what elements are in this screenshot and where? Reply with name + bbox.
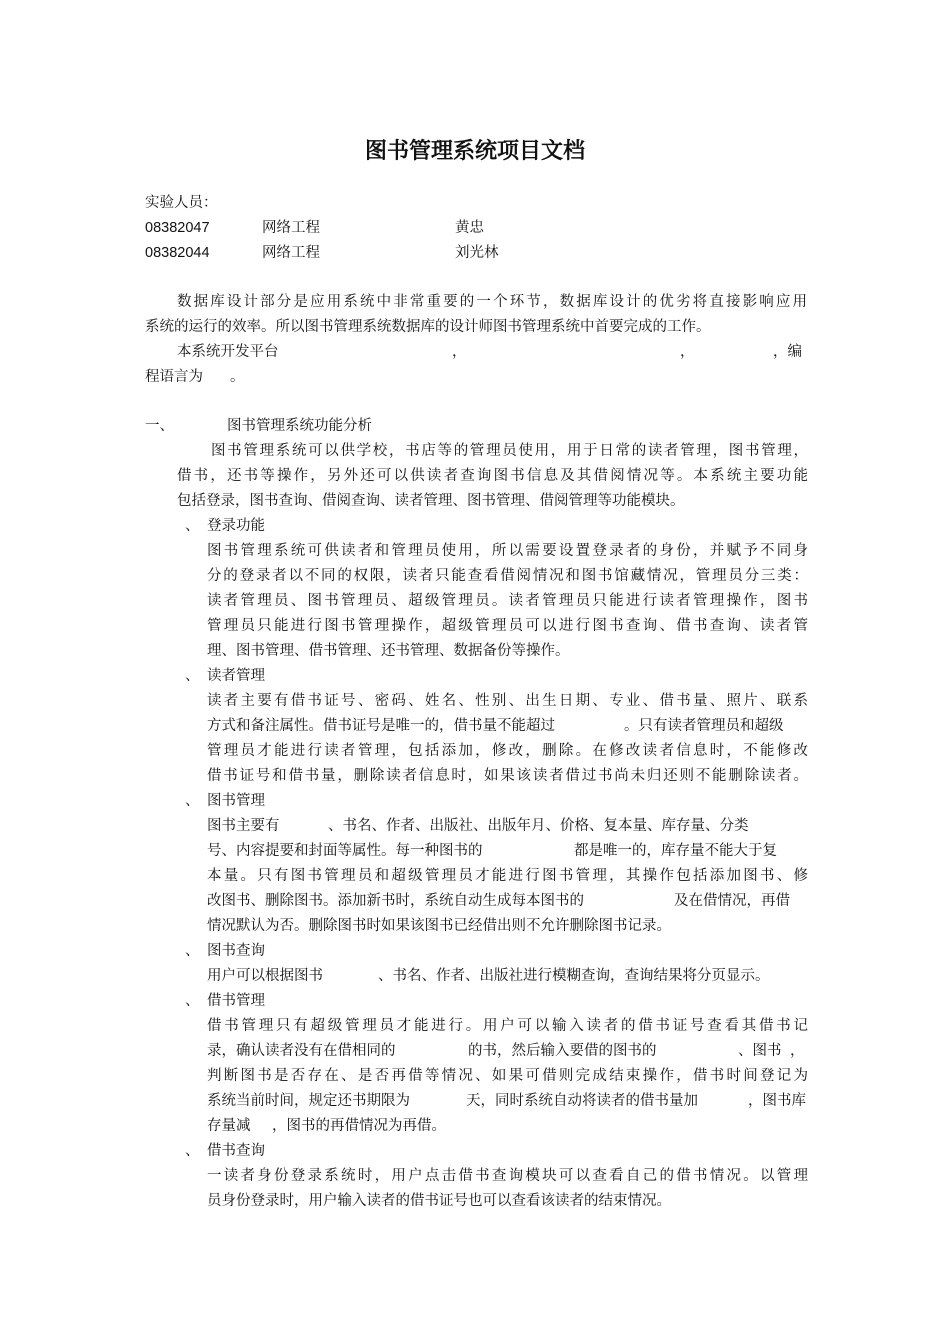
section-intro-line: 图书管理系统可以供学校，书店等的管理员使用，用于日常的读者管理，图书管理， bbox=[211, 443, 808, 459]
subsection-title: 借书管理 bbox=[207, 993, 265, 1009]
subsection-line: 、书名、作者、出版社、出版年月、价格、复本量、库存量、分类 bbox=[328, 818, 749, 834]
subsection-line: 图书管理系统可供读者和管理员使用，所以需要设置登录者的身份，并赋予不同身 bbox=[207, 543, 808, 559]
document-title: 图书管理系统项目文档 bbox=[364, 139, 585, 164]
intro-line: 数据库设计部分是应用系统中非常重要的一个环节，数据库设计的优劣将直接影响应用 bbox=[177, 294, 807, 310]
intro-period: 。 bbox=[230, 369, 245, 385]
subsection-line: 管理员才能进行读者管理，包括添加，修改，删除。在修改读者信息时，不能修改 bbox=[207, 743, 808, 759]
personnel-name: 黄忠 bbox=[455, 220, 484, 236]
subsection-line: 分的登录者以不同的权限，读者只能查看借阅情况和图书馆藏情况，管理员分三类： bbox=[207, 568, 808, 584]
intro-line: ，编 bbox=[773, 344, 802, 360]
personnel-label: 实验人员： bbox=[145, 195, 218, 211]
subsection-line: 读者管理员、图书管理员、超级管理员。读者管理员只能进行读者管理操作，图书 bbox=[207, 593, 808, 609]
subsection-title: 图书查询 bbox=[207, 943, 265, 959]
subsection-line: ， bbox=[790, 1043, 805, 1059]
subsection-line: 方式和备注属性。借书证号是唯一的，借书量不能超过 bbox=[207, 718, 555, 734]
subsection-bullet: 、 bbox=[185, 1143, 200, 1159]
section-heading: 图书管理系统功能分析 bbox=[227, 418, 372, 434]
personnel-id: 08382047 bbox=[145, 220, 210, 236]
subsection-line: 员身份登录时，用户输入读者的借书证号也可以查看该读者的结束情况。 bbox=[207, 1193, 671, 1209]
intro-line: 程语言为 bbox=[145, 369, 203, 385]
personnel-name: 刘光林 bbox=[455, 245, 499, 261]
subsection-line: 情况默认为否。删除图书时如果该图书已经借出则不允许删除图书记录。 bbox=[207, 918, 671, 934]
subsection-line: 图书主要有 bbox=[207, 818, 280, 834]
subsection-line: 判断图书是否存在、是否再借等情况、如果可借则完成结束操作，借书时间登记为 bbox=[207, 1068, 808, 1084]
intro-line: 系统的运行的效率。所以图书管理系统数据库的设计师图书管理系统中首要完成的工作。 bbox=[145, 319, 711, 335]
subsection-line: 一读者身份登录系统时，用户点击借书查询模块可以查看自己的借书情况。以管理 bbox=[207, 1168, 808, 1184]
subsection-line: 借书管理只有超级管理员才能进行。用户可以输入读者的借书证号查看其借书记 bbox=[207, 1018, 808, 1034]
subsection-line: 读者主要有借书证号、密码、姓名、性别、出生日期、专业、借书量、照片、联系 bbox=[207, 693, 808, 709]
subsection-line: 用户可以根据图书 bbox=[207, 968, 323, 984]
subsection-line: 、图书 bbox=[738, 1043, 782, 1059]
subsection-line: 、书名、作者、出版社进行模糊查询，查询结果将分页显示。 bbox=[378, 968, 770, 984]
subsection-title: 图书管理 bbox=[207, 793, 265, 809]
subsection-line: ，图书的再借情况为再借。 bbox=[272, 1118, 446, 1134]
subsection-bullet: 、 bbox=[185, 943, 200, 959]
intro-comma: ， bbox=[680, 344, 695, 360]
subsection-line: ，图书库 bbox=[748, 1093, 806, 1109]
subsection-line: 都是唯一的，库存量不能大于复 bbox=[574, 843, 777, 859]
subsection-bullet: 、 bbox=[185, 793, 200, 809]
subsection-bullet: 、 bbox=[185, 993, 200, 1009]
subsection-line: 系统当前时间，规定还书期限为 bbox=[207, 1093, 410, 1109]
section-intro-line: 借书，还书等操作，另外还可以供读者查询图书信息及其借阅情况等。本系统主要功能 bbox=[177, 468, 808, 484]
personnel-major: 网络工程 bbox=[262, 220, 320, 236]
subsection-line: 的书，然后输入要借的图书的 bbox=[468, 1043, 657, 1059]
subsection-line: 录，确认读者没有在借相同的 bbox=[207, 1043, 396, 1059]
subsection-line: 存量减 bbox=[207, 1118, 251, 1134]
subsection-line: 及在借情况，再借 bbox=[674, 893, 790, 909]
intro-line: 本系统开发平台 bbox=[177, 344, 279, 360]
subsection-line: 号、内容提要和封面等属性。每一种图书的 bbox=[207, 843, 483, 859]
section-number: 一、 bbox=[145, 418, 174, 434]
subsection-title: 借书查询 bbox=[207, 1143, 265, 1159]
subsection-title: 读者管理 bbox=[207, 668, 265, 684]
subsection-line: 天，同时系统自动将读者的借书量加 bbox=[466, 1093, 698, 1109]
personnel-major: 网络工程 bbox=[262, 245, 320, 261]
subsection-line: 管理员只能进行图书管理操作，超级管理员可以进行图书查询、借书查询、读者管 bbox=[207, 618, 808, 634]
subsection-line: 改图书、删除图书。添加新书时，系统自动生成每本图书的 bbox=[207, 893, 584, 909]
subsection-line: 本量。只有图书管理员和超级管理员才能进行图书管理，其操作包括添加图书、修 bbox=[207, 868, 808, 884]
subsection-line: 。只有读者管理员和超级 bbox=[624, 718, 784, 734]
subsection-bullet: 、 bbox=[185, 668, 200, 684]
section-intro-line: 包括登录，图书查询、借阅查询、读者管理、图书管理、借阅管理等功能模块。 bbox=[177, 493, 685, 509]
subsection-bullet: 、 bbox=[185, 518, 200, 534]
intro-comma: ， bbox=[452, 344, 467, 360]
personnel-id: 08382044 bbox=[145, 245, 210, 261]
subsection-line: 借书证号和借书量，删除读者信息时，如果该读者借过书尚未归还则不能删除读者。 bbox=[207, 768, 808, 784]
subsection-line: 理、图书管理、借书管理、还书管理、数据备份等操作。 bbox=[207, 643, 570, 659]
subsection-title: 登录功能 bbox=[207, 518, 265, 534]
